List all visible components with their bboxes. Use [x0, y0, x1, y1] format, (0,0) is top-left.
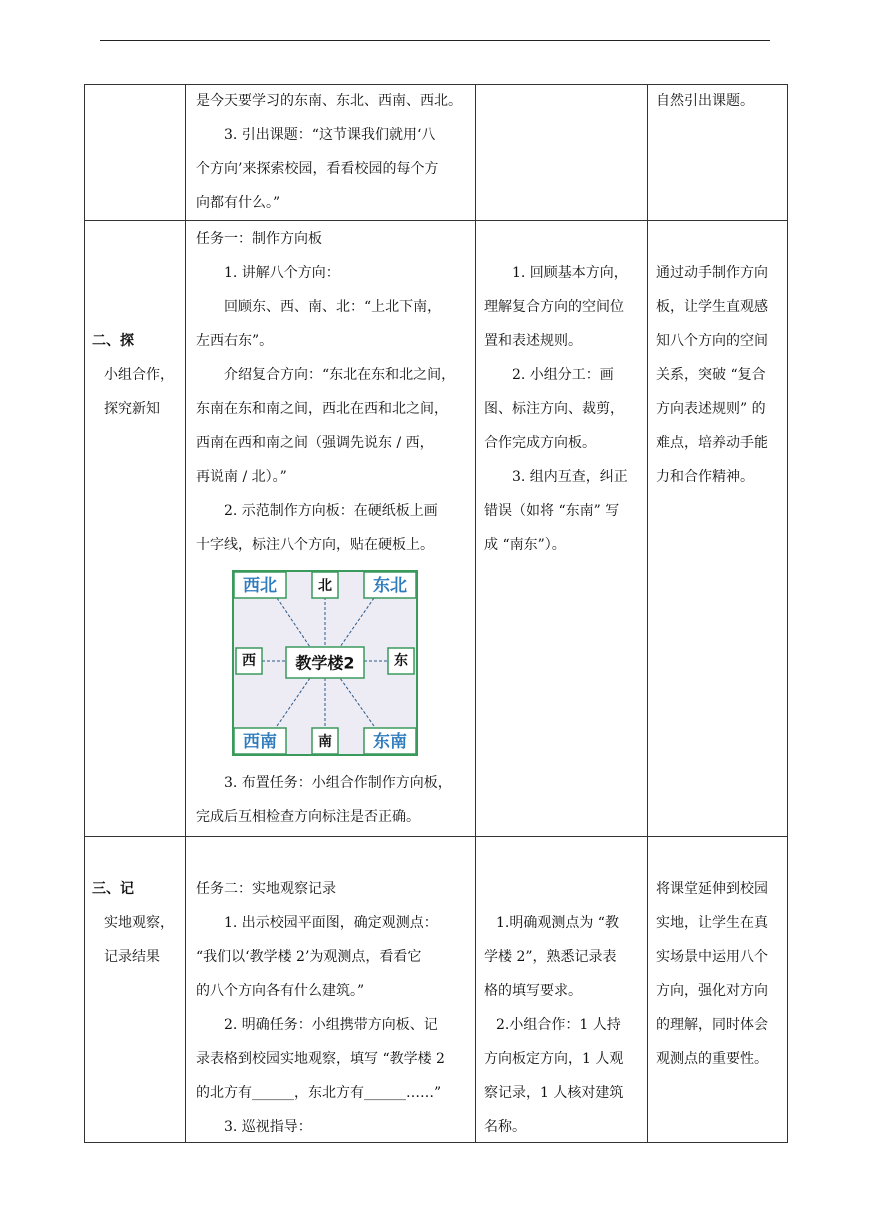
- intent-line: 力和合作精神。: [656, 469, 754, 485]
- label-ne: 东北: [373, 576, 407, 596]
- intent-line: 实场景中运用八个: [656, 949, 768, 965]
- label-n: 北: [318, 578, 332, 594]
- stage-line: 探究新知: [104, 401, 160, 417]
- content-line: 任务一：制作方向板: [196, 231, 322, 247]
- student-line: 2. 小组分工：画: [512, 367, 614, 383]
- student-line: 成 “南东”）。: [484, 537, 566, 553]
- student-line: 理解复合方向的空间位: [484, 299, 624, 315]
- label-center: 教学楼2: [295, 653, 355, 673]
- content-line: 的八个方向各有什么建筑。”: [196, 983, 365, 999]
- label-e: 东: [394, 653, 408, 669]
- intent-line: 方向，强化对方向: [656, 983, 768, 999]
- content-line: 2. 明确任务：小组携带方向板、记: [224, 1017, 438, 1033]
- intent-line: 关系，突破 “复合: [656, 367, 766, 383]
- content-line: “我们以‘教学楼 2’为观测点，看看它: [196, 949, 422, 965]
- student-line: 名称。: [484, 1119, 526, 1135]
- student-line: 图、标注方向、裁剪，: [484, 401, 624, 417]
- intent-line: 板，让学生直观感: [656, 299, 768, 315]
- student-line: 合作完成方向板。: [484, 435, 596, 451]
- student-line: 1. 回顾基本方向，: [512, 265, 628, 281]
- label-sw: 西南: [243, 732, 277, 752]
- student-line: 2.小组合作：1 人持: [496, 1017, 621, 1033]
- intent-line: 将课堂延伸到校园: [656, 881, 768, 897]
- student-line: 错误（如将 “东南” 写: [484, 503, 620, 519]
- student-line: 学楼 2”，熟悉记录表: [484, 949, 617, 965]
- content-line: 是今天要学习的东南、东北、西南、西北。: [196, 93, 462, 109]
- student-line: 察记录，1 人核对建筑: [484, 1085, 624, 1101]
- label-nw: 西北: [243, 576, 277, 596]
- content-line: 个方向’来探索校园，看看校园的每个方: [196, 161, 439, 177]
- stage-line: 小组合作，: [104, 367, 174, 383]
- intent-line: 知八个方向的空间: [656, 333, 768, 349]
- content-line: 西南在西和南之间（强调先说东 / 西，: [196, 435, 434, 451]
- intent-line: 实地，让学生在真: [656, 915, 768, 931]
- student-line: 1.明确观测点为 “教: [496, 915, 619, 931]
- label-se: 东南: [373, 732, 407, 752]
- intent-line: 难点，培养动手能: [656, 435, 768, 451]
- content-line: 介绍复合方向：“东北在东和北之间，: [224, 367, 456, 383]
- intent-line: 通过动手制作方向: [656, 265, 768, 281]
- content-line: 1. 出示校园平面图，确定观测点：: [224, 915, 438, 931]
- content-line: 3. 布置任务：小组合作制作方向板，: [224, 775, 452, 791]
- direction-board-diagram: [232, 570, 418, 756]
- student-line: 格的填写要求。: [484, 983, 582, 999]
- student-line: 方向板定方向，1 人观: [484, 1051, 624, 1067]
- content-line: 再说南 / 北）。”: [196, 469, 287, 485]
- content-line: 任务二：实地观察记录: [196, 881, 336, 897]
- content-line: 完成后互相检查方向标注是否正确。: [196, 809, 420, 825]
- intent-line: 自然引出课题。: [656, 93, 754, 109]
- content-line: 东南在东和南之间，西北在西和北之间，: [196, 401, 448, 417]
- content-line: 的北方有______，东北方有______……”: [196, 1085, 442, 1101]
- content-line: 1. 讲解八个方向：: [224, 265, 340, 281]
- content-line: 回顾东、西、南、北：“上北下南，: [224, 299, 442, 315]
- content-line: 向都有什么。”: [196, 195, 281, 211]
- stage-line: 记录结果: [104, 949, 160, 965]
- student-line: 置和表述规则。: [484, 333, 582, 349]
- stage-line: 实地观察，: [104, 915, 174, 931]
- intent-line: 观测点的重要性。: [656, 1051, 768, 1067]
- label-w: 西: [242, 653, 256, 669]
- content-line: 2. 示范制作方向板：在硬纸板上画: [224, 503, 438, 519]
- label-s: 南: [318, 734, 332, 750]
- content-line: 左西右东”。: [196, 333, 274, 349]
- stage-number: 二、探: [92, 333, 134, 349]
- content-line: 十字线，标注八个方向，贴在硬板上。: [196, 537, 434, 553]
- student-line: 3. 组内互查，纠正: [512, 469, 628, 485]
- intent-line: 方向表述规则” 的: [656, 401, 766, 417]
- intent-line: 的理解，同时体会: [656, 1017, 768, 1033]
- content-line: 录表格到校园实地观察，填写 “教学楼 2: [196, 1051, 445, 1067]
- header-rule: [100, 40, 770, 41]
- stage-number: 三、记: [92, 881, 134, 897]
- content-line: 3. 引出课题：“这节课我们就用‘八: [224, 127, 436, 143]
- content-line: 3. 巡视指导：: [224, 1119, 312, 1135]
